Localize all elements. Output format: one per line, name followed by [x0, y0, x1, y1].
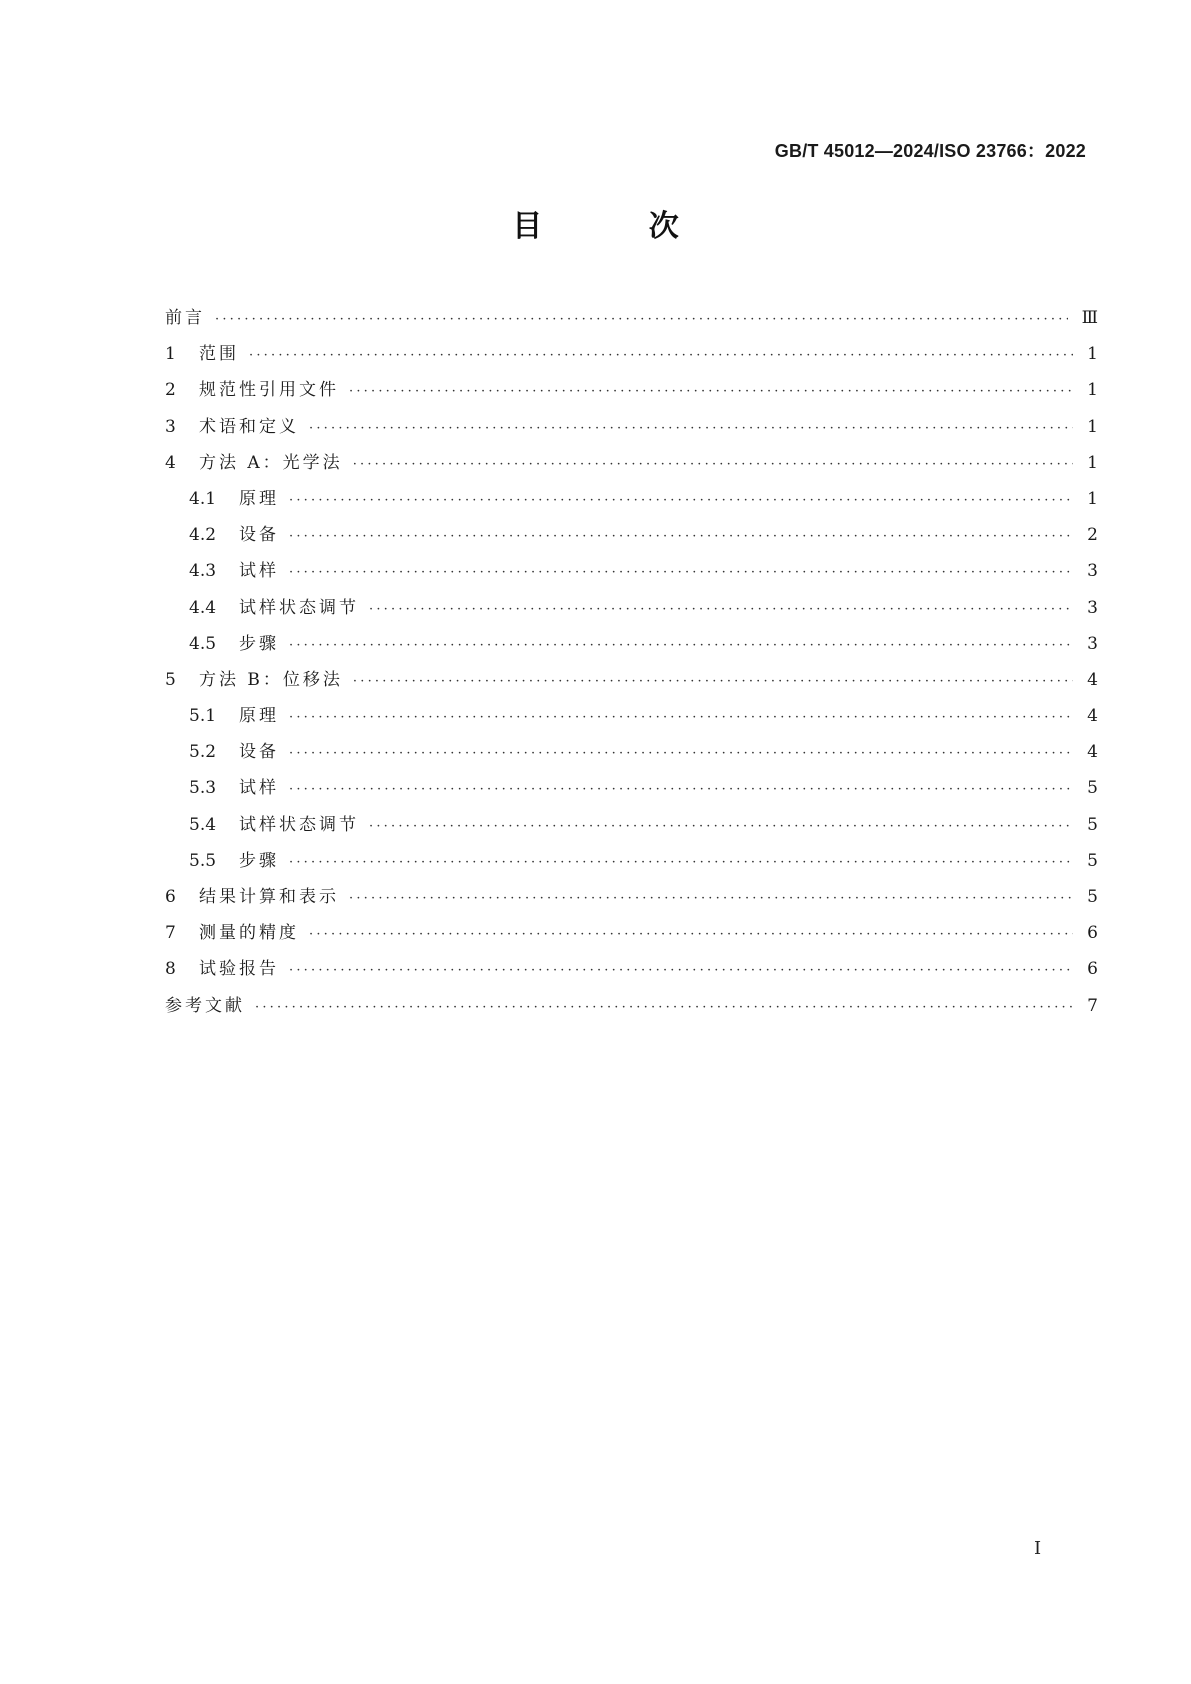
toc-entry-label: 试验报告 — [199, 959, 279, 980]
toc-entry-page: 4 — [1087, 669, 1098, 690]
toc-entry-page: 7 — [1087, 995, 1098, 1016]
toc-dot-leader — [289, 555, 1073, 591]
toc-dot-leader — [289, 700, 1073, 736]
toc-entry-1[interactable] — [165, 336, 1098, 372]
toc-entry-5-1[interactable] — [165, 698, 1098, 734]
toc-entry-number: 5.1 — [189, 706, 217, 727]
toc-dot-leader — [215, 302, 1068, 338]
toc-dot-leader — [309, 917, 1073, 953]
toc-dot-leader — [353, 447, 1073, 483]
toc-dot-leader — [289, 953, 1073, 989]
toc-entry-label: 规范性引用文件 — [199, 380, 339, 401]
toc-entry-number: 4.1 — [189, 488, 217, 509]
toc-entry-number: 4 — [165, 452, 176, 473]
toc-entry-page: 3 — [1087, 597, 1098, 618]
toc-dot-leader — [289, 519, 1073, 555]
toc-entry-page: 2 — [1087, 525, 1098, 546]
toc-entry-label: 试样状态调节 — [239, 597, 359, 618]
toc-entry-3[interactable] — [165, 409, 1098, 445]
toc-entry-5-4[interactable] — [165, 807, 1098, 843]
toc-dot-leader — [289, 628, 1073, 664]
toc-entry-page: 1 — [1087, 416, 1098, 437]
toc-entry-label: 步骤 — [239, 633, 279, 654]
toc-entry-page: 6 — [1087, 923, 1098, 944]
toc-entry-4[interactable] — [165, 445, 1098, 481]
toc-entry-4-1[interactable] — [165, 481, 1098, 517]
toc-entry-foreword[interactable] — [165, 300, 1098, 336]
toc-dot-leader — [353, 664, 1073, 700]
toc-entry-page: 5 — [1087, 887, 1098, 907]
toc-entry-label: 前言 — [165, 308, 205, 328]
toc-entry-label: 设备 — [239, 525, 279, 546]
toc-entry-label: 参考文献 — [165, 995, 245, 1016]
toc-entry-5[interactable] — [165, 662, 1098, 698]
page-number: Ⅰ — [1034, 1538, 1042, 1559]
toc-entry-page: 5 — [1087, 814, 1098, 835]
toc-entry-4-4[interactable] — [165, 590, 1098, 626]
toc-entry-number: 2 — [165, 380, 176, 401]
toc-entry-label: 结果计算和表示 — [199, 887, 339, 907]
toc-entry-page: 1 — [1087, 488, 1098, 509]
toc-entry-number: 5.5 — [189, 850, 217, 871]
toc-entry-page: 3 — [1087, 561, 1098, 582]
toc-entry-label: 方法 B：位移法 — [199, 669, 343, 690]
toc-entry-page: 4 — [1087, 706, 1098, 727]
toc-dot-leader — [349, 881, 1073, 917]
toc-dot-leader — [289, 736, 1073, 772]
toc-entry-2[interactable] — [165, 372, 1098, 408]
toc-entry-number: 4.4 — [189, 597, 217, 618]
toc-entry-number: 4.3 — [189, 561, 217, 582]
toc-entry-page: 6 — [1087, 959, 1098, 980]
toc-entry-label: 设备 — [239, 742, 279, 763]
toc-entry-4-2[interactable] — [165, 517, 1098, 553]
toc-entry-number: 7 — [165, 923, 176, 944]
toc-entry-label: 步骤 — [239, 850, 279, 871]
toc-entry-4-5[interactable] — [165, 626, 1098, 662]
toc-entry-number: 5.4 — [189, 814, 217, 835]
toc-entry-label: 试样 — [239, 561, 279, 582]
toc-dot-leader — [255, 990, 1073, 1026]
toc-entry-number: 5 — [165, 669, 176, 690]
toc-entry-label: 测量的精度 — [199, 923, 299, 944]
toc-entry-5-2[interactable] — [165, 734, 1098, 770]
toc-entry-5-5[interactable] — [165, 843, 1098, 879]
toc-dot-leader — [349, 374, 1073, 410]
toc-entry-number: 3 — [165, 416, 176, 437]
page-title: 目 次 — [512, 209, 727, 244]
toc-entry-page: 4 — [1087, 742, 1098, 763]
toc-entry-page: 1 — [1087, 380, 1098, 401]
toc-entry-label: 原理 — [239, 706, 279, 727]
toc-entry-number: 5.2 — [189, 742, 217, 763]
toc-entry-page: 5 — [1087, 778, 1098, 799]
toc-dot-leader — [289, 772, 1073, 808]
toc-entry-bibliography[interactable] — [165, 988, 1098, 1024]
toc-dot-leader — [249, 338, 1073, 374]
toc-entry-number: 1 — [165, 344, 176, 365]
toc-entry-number: 5.3 — [189, 778, 217, 799]
toc-dot-leader — [309, 411, 1073, 447]
toc-entry-label: 试样 — [239, 778, 279, 799]
toc-entry-number: 4.5 — [189, 633, 217, 654]
toc-entry-label: 试样状态调节 — [239, 814, 359, 835]
toc-entry-label: 方法 A：光学法 — [199, 452, 343, 473]
table-of-contents — [165, 300, 1098, 1024]
toc-entry-label: 原理 — [239, 488, 279, 509]
toc-entry-number: 6 — [165, 887, 176, 907]
toc-entry-label: 范围 — [199, 344, 239, 365]
toc-entry-page: 5 — [1087, 850, 1098, 871]
toc-entry-label: 术语和定义 — [199, 416, 299, 437]
toc-entry-number: 4.2 — [189, 525, 217, 546]
toc-dot-leader — [289, 845, 1073, 881]
toc-entry-7[interactable] — [165, 915, 1098, 951]
toc-entry-5-3[interactable] — [165, 770, 1098, 806]
toc-dot-leader — [289, 483, 1073, 519]
toc-entry-4-3[interactable] — [165, 553, 1098, 589]
toc-dot-leader — [369, 592, 1073, 628]
toc-entry-page: 1 — [1087, 452, 1098, 473]
toc-dot-leader — [369, 809, 1073, 845]
toc-entry-page: 3 — [1087, 633, 1098, 654]
toc-entry-number: 8 — [165, 959, 176, 980]
toc-entry-8[interactable] — [165, 951, 1098, 987]
toc-entry-page: Ⅲ — [1081, 308, 1098, 328]
standard-number: GB/T 45012—2024/ISO 23766：2022 — [774, 141, 1086, 161]
toc-entry-page: 1 — [1087, 344, 1098, 365]
toc-entry-6[interactable] — [165, 879, 1098, 915]
